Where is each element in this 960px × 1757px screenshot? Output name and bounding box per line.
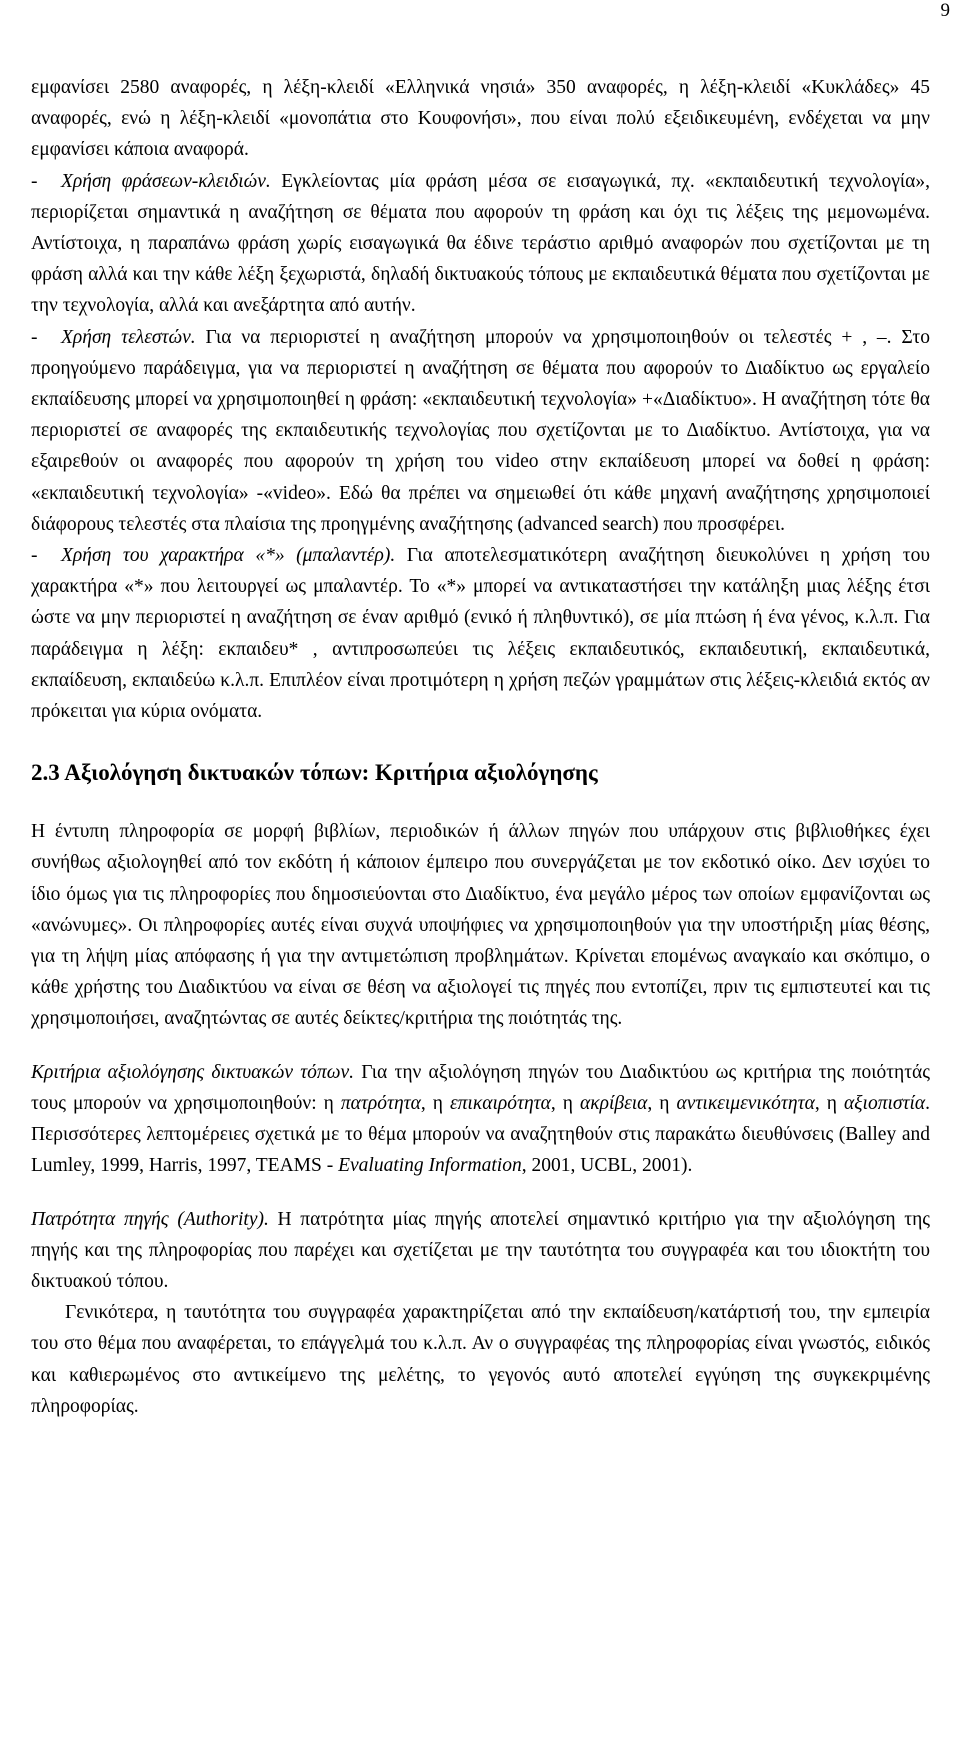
item-text: Εγκλείοντας μία φράση μέσα σε εισαγωγικά, πχ. «εκπαιδευτική τεχνολογία», περιορίζεται σημαντικά η αναζήτηση σε θέματα που αφορούν τη φράση και όχι τις λέξεις της μεμονωμένα. Αντίστοιχα, η παραπάνω φράση χωρίς εισαγωγικά θα έδινε τεράστιο αριθμό αναφορών που σχετίζονται με τη φράση αλλά και την κάθε λέξη ξεχωριστά, δηλαδή δικτυακούς τόπους με εκπαιδευτικά θέματα που σχετίζονται με την τεχνολογία, αλλά και ανεξάρτητα από αυτήν.	[31, 170, 930, 317]
text-run: . Περισσότερες λεπτομέρειες σχετικά με το θέμα μπορούν να αναζητηθούν στις παρακάτω διευθύνσεις (Balley and Lumley, 1999, Harris, 1997, TEAMS -	[31, 1092, 931, 1177]
text-run: , η	[647, 1092, 677, 1114]
term-reliability: αξιοπιστία	[843, 1092, 926, 1114]
term-objectivity: αντικειμενικότητα	[676, 1092, 815, 1114]
text-run: , 2001, UCBL, 2001).	[521, 1155, 693, 1177]
text-run: , η	[420, 1092, 450, 1114]
list-dash: -	[31, 326, 38, 348]
term-authority: πατρότητα	[340, 1092, 421, 1114]
item-text: Για αποτελεσματικότερη αναζήτηση διευκολύνει η χρήση του χαρακτήρα «*» που λειτουργεί ως μπαλαντέρ. Το «*» μπορεί να αντικαταστήσει την κατάληξη μιας λέξης έτσι ώστε να μην περιοριστεί η αναζήτηση σε έναν αριθμό (ενικό ή πληθυντικό), σε μία πτώση ή ένα γένος, κ.λ.π. Για παράδειγμα η λέξη: εκπαιδευ* , αντιπροσωπεύει τις λέξεις εκπαιδευτικός, εκπαιδευτική, εκπαιδευτικά, εκπαίδευση, εκπαιδεύω κ.λ.π. Επιπλέον είναι προτιμότερη η χρήση πεζών γραμμάτων στις λέξεις-κλειδιά εκτός αν πρόκειται για κύρια ονόματα.	[31, 545, 930, 723]
list-dash: -	[31, 170, 38, 192]
paragraph-author-identity	[31, 1297, 930, 1422]
list-item-key-phrases	[31, 166, 930, 322]
text-run: Για την αξιολόγηση πηγών του Διαδικτύου ως κριτήρια της ποιότητάς τους μπορούν να χρησιμοποιηθούν: η	[31, 1061, 930, 1114]
spacer	[31, 1035, 930, 1057]
term-currency: επικαιρότητα	[449, 1092, 551, 1114]
item-title: Χρήση φράσεων-κλειδιών.	[61, 170, 271, 192]
term-accuracy: ακρίβεια	[579, 1092, 648, 1114]
list-item-wildcard	[31, 540, 930, 727]
text-run: Γενικότερα, η ταυτότητα του συγγραφέα χαρακτηρίζεται από την εκπαίδευση/κατάρτισή του, την εμπειρία του στο θέμα που αναφέρεται, το επάγγελμά του κ.λ.π. Αν ο συγγραφέας της πληροφορίας είναι γνωστός, ειδικός και καθιερωμένος στο αντικείμενο της μελέτης, το γεγονός αυτό αποτελεί εγγύηση της συγκεκριμένης πληροφορίας.	[31, 1302, 930, 1417]
list-dash: -	[31, 545, 38, 567]
paragraph-authority	[31, 1204, 930, 1298]
authority-text: Η πατρότητα μίας πηγής αποτελεί σημαντικό κριτήριο για την αξιολόγηση της πηγής και της πληροφορίας που παρέχει και σχετίζεται με την ταυτότητα του συγγραφέα και του ιδιοκτήτη του δικτυακού τόπου.	[31, 1208, 930, 1292]
spacer	[31, 1182, 930, 1204]
criteria-title: Κριτήρια αξιολόγησης δικτυακών τόπων.	[31, 1061, 355, 1083]
list-item-operators	[31, 322, 930, 540]
item-title: Χρήση του χαρακτήρα «*» (μπαλαντέρ).	[61, 545, 396, 567]
text-run: , η	[550, 1092, 580, 1114]
paragraph-printed-info: Η έντυπη πληροφορία σε μορφή βιβλίων, περιοδικών ή άλλων πηγών που υπάρχουν στις βιβλιοθήκες έχει συνήθως αξιολογηθεί από τον εκδότη ή κάποιον έμπειρο που συνεργάζεται με τον εκδοτικό οίκο. Δεν ισχύει το ίδιο όμως για τις πληροφορίες που δημοσιεύονται στο Διαδίκτυο, ένα μεγάλο μέρος των οποίων εμφανίζονται ως «ανώνυμες». Οι πληροφορίες αυτές είναι συχνά υποψήφιες να χρησιμοποιηθούν για την υποστήριξη μίας θέσης, για τη λήψη μίας απόφασης ή για την αντιμετώπιση προβλημάτων. Κρίνεται επομένως αναγκαίο και σκόπιμο, ο κάθε χρήστης του Διαδικτύου να είναι σε θέση να αξιολογεί τις πηγές που εντοπίζει, πριν τις εμπιστευτεί και τις χρησιμοποιήσει, αναζητώντας σε αυτές δείκτες/κριτήρια της ποιότητάς της.	[31, 821, 930, 1030]
authority-title: Πατρότητα πηγής (Authority).	[31, 1208, 269, 1230]
document-body	[31, 72, 930, 1422]
paragraph-criteria	[31, 1057, 930, 1182]
source-title: Evaluating Information	[338, 1155, 522, 1177]
paragraph-intro: εμφανίσει 2580 αναφορές, η λέξη-κλειδί «Ελληνικά νησιά» 350 αναφορές, η λέξη-κλειδί «Κυκλάδες» 45 αναφορές, ενώ η λέξη-κλειδί «μονοπάτια στο Κουφονήσι», που είναι πολύ εξειδικευμένη, ενδέχεται να μην εμφανίσει κάποια αναφορά.	[31, 77, 930, 161]
page-number: 9	[940, 0, 950, 21]
text-run: , η	[814, 1092, 844, 1114]
item-text: Για να περιοριστεί η αναζήτηση μπορούν να χρησιμοποιηθούν οι τελεστές + , –. Στο προηγούμενο παράδειγμα, για να περιοριστεί η αναζήτηση σε θέματα που αφορούν το Διαδίκτυο ως εργαλείο εκπαίδευσης μπορεί να χρησιμοποιηθεί η φράση: «εκπαιδευτική τεχνολογία» +«Διαδίκτυο». Η αναζήτηση τότε θα περιοριστεί σε αναφορές της εκπαιδευτικής τεχνολογίας που σχετίζονται με το Διαδίκτυο. Αντίστοιχα, για να εξαιρεθούν οι αναφορές που αφορούν τη χρήση του video στην εκπαίδευση μπορεί να δοθεί η φράση: «εκπαιδευτική τεχνολογία» -«video». Εδώ θα πρέπει να σημειωθεί ότι κάθε μηχανή αναζήτησης χρησιμοποιεί διάφορους τελεστές στα πλαίσια της προηγμένης αναζήτησης (advanced search) που προσφέρει.	[31, 326, 930, 535]
item-title: Χρήση τελεστών.	[61, 326, 196, 348]
section-heading: 2.3 Αξιολόγηση δικτυακών τόπων: Κριτήρια αξιολόγησης	[31, 760, 598, 786]
